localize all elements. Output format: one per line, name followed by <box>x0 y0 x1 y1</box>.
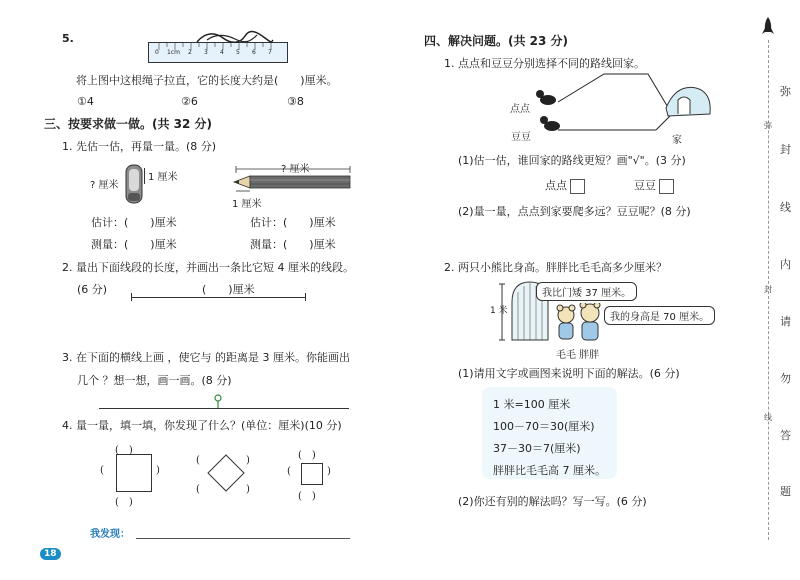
q2-text: 2. 量出下面线段的长度，并画出一条比它短 4 厘米的线段。 <box>62 261 354 274</box>
q4-text: 4. 量一量，填一填，你发现了什么？(单位：厘米)(10 分) <box>62 419 342 432</box>
blank-left-3: ( <box>287 466 291 477</box>
margin-char-3: 线 <box>780 201 791 214</box>
blank-left-1: ( <box>100 465 104 476</box>
margin-small-1: 弥 <box>764 121 772 130</box>
choice-doudou-label: 豆豆 <box>634 179 656 192</box>
q2-segment-end-left <box>131 293 132 301</box>
item2-unknown-label: ? 厘米 <box>281 164 310 175</box>
r-q2-sub1: (1)请用文字或画图来说明下面的解法。(6 分) <box>458 367 680 380</box>
q3-baseline <box>99 408 349 409</box>
margin-char-6: 勿 <box>780 372 791 385</box>
section-4-title: 四、解决问题。(共 23 分) <box>424 34 569 48</box>
choice-diandian-label: 点点 <box>545 179 567 192</box>
blank-bottom-3: ( ) <box>298 491 316 502</box>
pin-marker-icon <box>213 394 223 410</box>
r-q1-sub1: (1)估一估，谁回家的路线更短？画"√"。(3 分) <box>458 154 686 167</box>
item2-estimate: 估计：( )厘米 <box>250 216 336 229</box>
blank-bl-2: ( <box>196 484 200 495</box>
q5-option-1: ①4 <box>77 95 94 108</box>
door-height-label: 1 米 <box>490 306 508 316</box>
r-q2-text: 2. 两只小熊比身高。胖胖比毛毛高多少厘米？ <box>444 261 667 274</box>
diamond-shape <box>206 453 246 493</box>
pencil-picture <box>230 165 360 195</box>
ruler-label-4: 4 <box>220 49 224 56</box>
square-shape <box>116 454 152 492</box>
solution-line-3: 37－30＝7(厘米) <box>493 442 581 455</box>
margin-char-7: 答 <box>780 429 791 442</box>
item2-measure: 测量：( )厘米 <box>250 238 336 251</box>
r-q1-sub2: (2)量一量，点点到家要爬多远？豆豆呢？(8 分) <box>458 205 691 218</box>
ruler-label-3: 3 <box>204 49 208 56</box>
label-diandian: 点点 <box>510 104 530 115</box>
choice-doudou-box[interactable] <box>659 179 674 194</box>
bears-picture <box>554 303 604 345</box>
solution-line-4: 胖胖比毛毛高 7 厘米。 <box>493 464 606 477</box>
speech-bubble-pangpang: 我的身高是 70 厘米。 <box>604 306 715 325</box>
discover-label: 我发现： <box>90 529 130 540</box>
blank-right-3: ) <box>327 466 331 477</box>
blank-top-1: ( ) <box>115 445 133 456</box>
ruler-label-2: 2 <box>188 49 192 56</box>
label-doudou: 豆豆 <box>511 132 531 143</box>
margin-char-1: 弥 <box>780 85 791 98</box>
ruler-label-7: 7 <box>268 49 272 56</box>
ruler-label-1: 1cm <box>167 49 180 56</box>
blank-bottom-1: ( ) <box>115 497 133 508</box>
item2-unit-label: 1 厘米 <box>232 199 262 210</box>
q5-text: 将上图中这根绳子拉直，它的长度大约是( )厘米。 <box>76 74 338 87</box>
blank-tr-2: ) <box>246 455 250 466</box>
small-square-shape <box>301 463 323 485</box>
ruler-label-5: 5 <box>236 49 240 56</box>
label-home: 家 <box>672 135 682 146</box>
margin-char-4: 内 <box>780 258 791 271</box>
item1-measure: 测量：( )厘米 <box>91 238 177 251</box>
choice-diandian[interactable] <box>545 177 585 194</box>
solution-line-1: 1 米=100 厘米 <box>493 398 571 411</box>
q2-answer-label: ( )厘米 <box>202 283 255 296</box>
q2-segment <box>131 297 305 298</box>
q3-line-2: 几个 ？想一想，画一画。(8 分) <box>77 374 232 387</box>
rocket-icon <box>762 16 774 38</box>
q2-segment-end-right <box>305 293 306 301</box>
blank-tl-2: ( <box>196 455 200 466</box>
eraser-picture <box>124 163 144 205</box>
q1-text: 1. 先估一估，再量一量。(8 分) <box>62 140 217 153</box>
ruler-label-6: 6 <box>252 49 256 56</box>
rope-drawing <box>195 30 275 46</box>
margin-char-8: 题 <box>780 485 791 498</box>
item1-unit-bracket <box>144 168 145 184</box>
q2-score: (6 分) <box>77 283 108 296</box>
q3-line-1: 3. 在下面的横线上画 ，使它与 的距离是 3 厘米。你能画出 <box>62 351 350 364</box>
q5-option-3: ③8 <box>287 95 304 108</box>
choice-diandian-box[interactable] <box>570 179 585 194</box>
choice-doudou[interactable] <box>634 177 674 194</box>
bear-names: 毛毛 胖胖 <box>556 350 600 361</box>
solution-line-2: 100－70＝30(厘米) <box>493 420 595 433</box>
item1-unit-label: 1 厘米 <box>148 172 178 183</box>
blank-right-1: ) <box>156 465 160 476</box>
r-q1-text: 1. 点点和豆豆分别选择不同的路线回家。 <box>444 57 645 70</box>
item1-estimate: 估计：( )厘米 <box>91 216 177 229</box>
blank-top-3: ( ) <box>298 450 316 461</box>
section-3-title: 三、按要求做一做。(共 32 分) <box>44 117 213 131</box>
r-q2-sub2: (2)你还有别的解法吗？写一写。(6 分) <box>458 495 647 508</box>
blank-br-2: ) <box>246 484 250 495</box>
margin-small-2: 封 <box>764 285 772 294</box>
margin-char-5: 请 <box>780 315 791 328</box>
page-number-badge: 18 <box>40 548 61 560</box>
speech-bubble-maomao: 我比门矮 37 厘米。 <box>536 282 637 301</box>
margin-char-2: 封 <box>780 143 791 156</box>
ruler-label-0: 0 <box>155 49 159 56</box>
discover-answer-line[interactable] <box>136 538 350 539</box>
margin-small-3: 线 <box>764 413 772 422</box>
q5-number: 5. <box>62 32 74 45</box>
q5-option-2: ②6 <box>181 95 198 108</box>
item1-unknown-label: ? 厘米 <box>90 180 119 191</box>
